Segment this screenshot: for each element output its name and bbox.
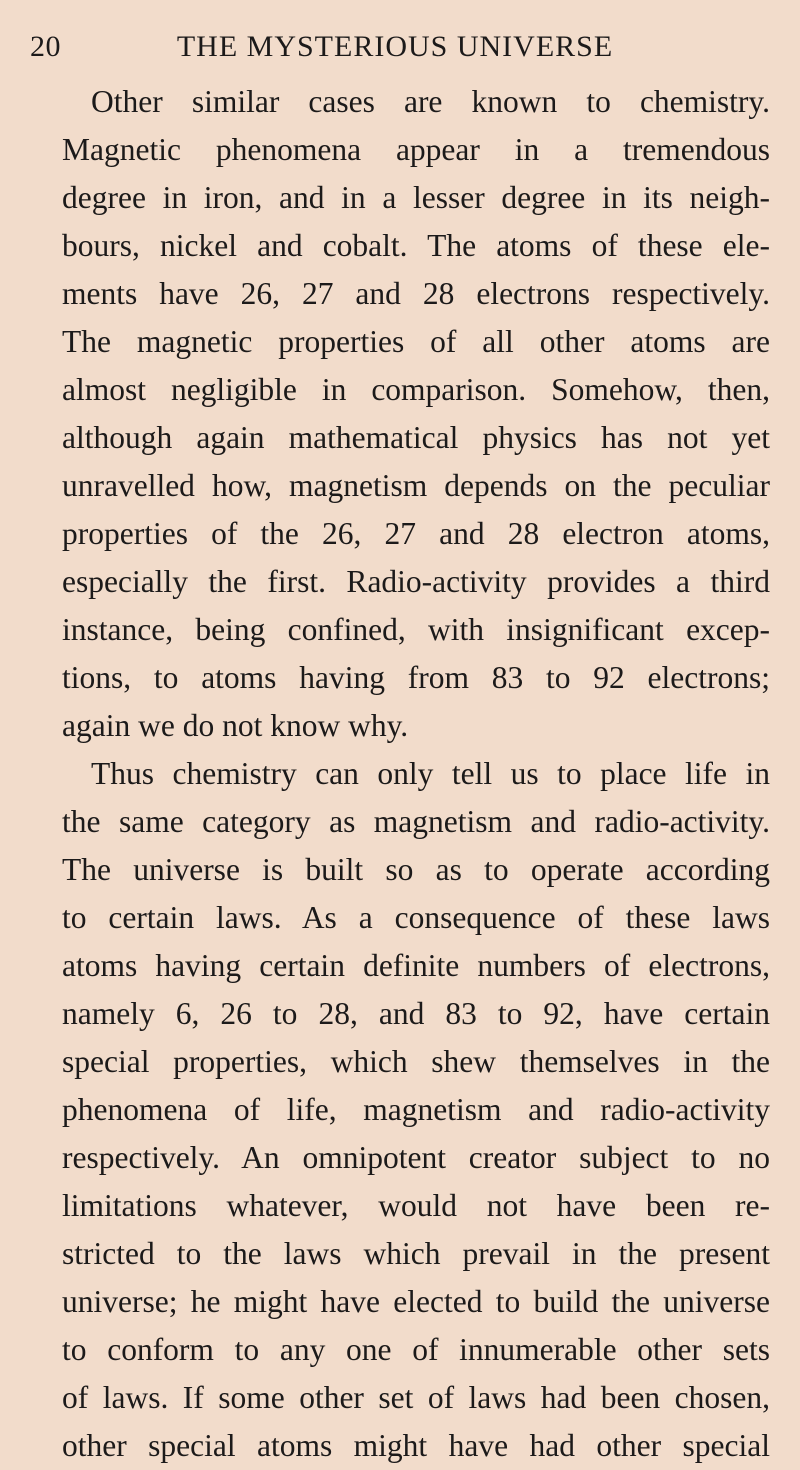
text-line: special properties, which shew themselves in the (62, 1044, 770, 1079)
text-line: degree in iron, and in a lesser degree in its neigh- (62, 180, 770, 215)
text-line: especially the first. Radio-activity provides a third (62, 564, 770, 599)
body-text (62, 78, 770, 1470)
text-line: Other similar cases are known to chemistry. (91, 84, 770, 119)
page-number: 20 (30, 30, 61, 63)
text-line: atoms having certain definite numbers of electrons, (62, 948, 770, 983)
text-line: although again mathematical physics has not yet (62, 420, 770, 455)
text-line: limitations whatever, would not have been re- (62, 1188, 770, 1223)
paragraph-1 (62, 78, 770, 750)
text-line: Thus chemistry can only tell us to place life in (91, 756, 770, 791)
text-line: The magnetic properties of all other atoms are (62, 324, 770, 359)
running-title: THE MYSTERIOUS UNIVERSE (176, 30, 614, 63)
text-line: unravelled how, magnetism depends on the peculiar (62, 468, 770, 503)
text-line: of laws. If some other set of laws had been chosen, (62, 1380, 770, 1415)
text-line: The universe is built so as to operate according (62, 852, 770, 887)
text-line: the same category as magnetism and radio-activity. (62, 804, 770, 839)
text-line: universe; he might have elected to build the universe (62, 1284, 770, 1319)
text-line: tions, to atoms having from 83 to 92 electrons; (62, 660, 770, 695)
text-line: stricted to the laws which prevail in the present (62, 1236, 770, 1271)
text-line: to certain laws. As a consequence of these laws (62, 900, 770, 935)
text-line: other special atoms might have had other special (62, 1428, 770, 1463)
text-line: Magnetic phenomena appear in a tremendous (62, 132, 770, 167)
text-line: phenomena of life, magnetism and radio-activity (62, 1092, 770, 1127)
text-line: ments have 26, 27 and 28 electrons respectively. (62, 276, 770, 311)
text-line: again we do not know why. (62, 708, 409, 743)
text-line: bours, nickel and cobalt. The atoms of these ele- (62, 228, 770, 263)
paragraph-2 (62, 750, 770, 1470)
text-line: to conform to any one of innumerable other sets (62, 1332, 770, 1367)
text-line: instance, being confined, with insignificant excep- (62, 612, 770, 647)
text-line: respectively. An omnipotent creator subject to no (62, 1140, 770, 1175)
text-line: properties of the 26, 27 and 28 electron atoms, (62, 516, 770, 551)
text-line: almost negligible in comparison. Somehow, then, (62, 372, 770, 407)
running-header (30, 27, 760, 67)
text-line: namely 6, 26 to 28, and 83 to 92, have certain (62, 996, 770, 1031)
